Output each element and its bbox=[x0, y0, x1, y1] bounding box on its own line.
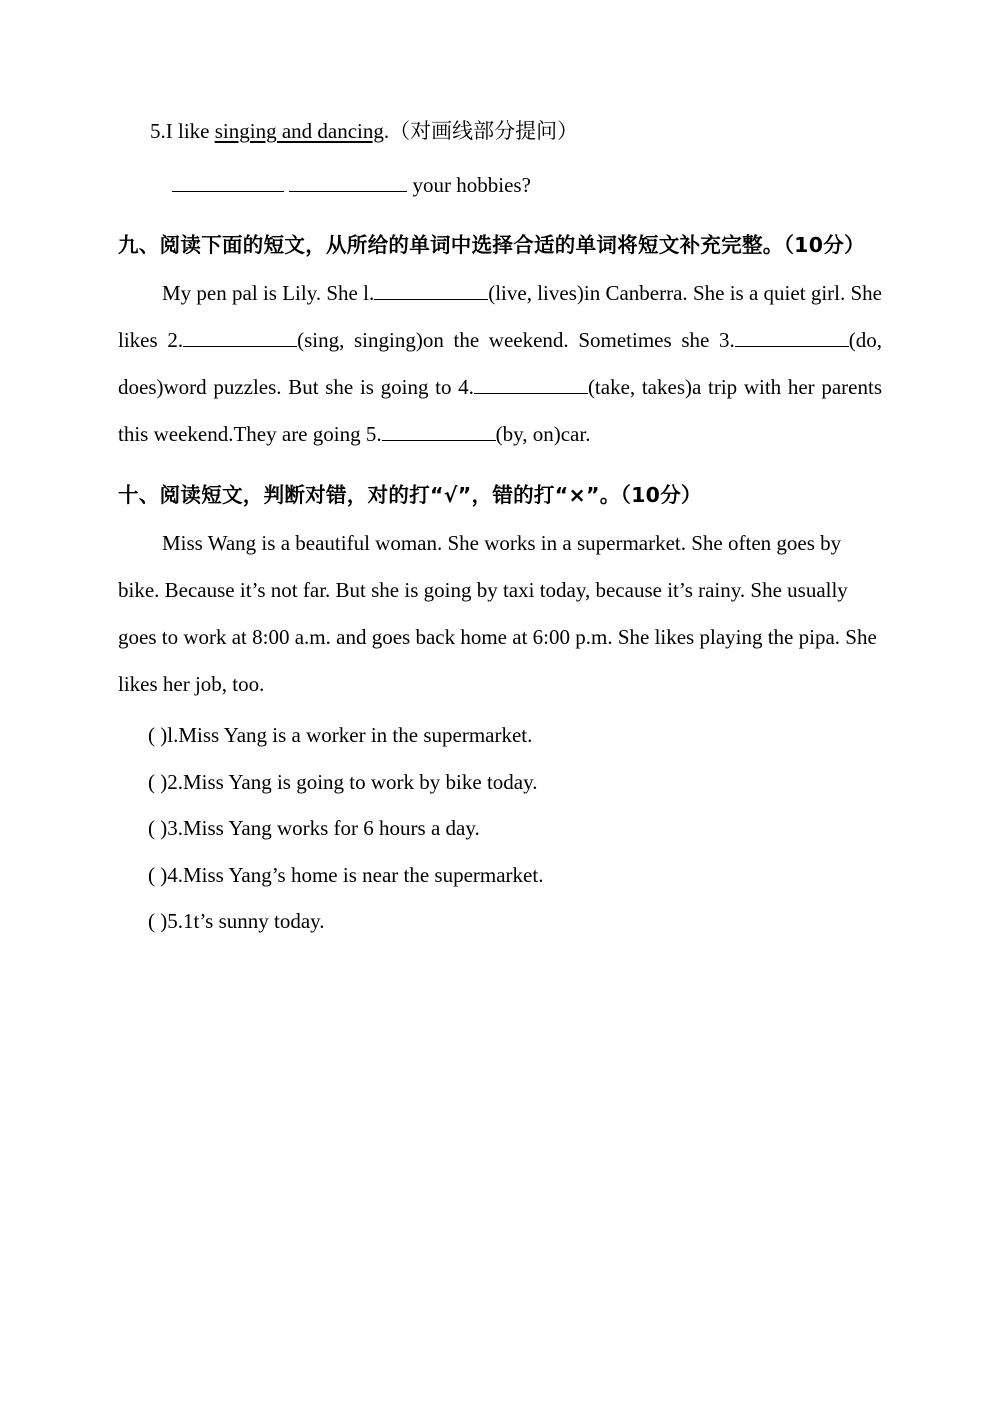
cloze-text-1: My pen pal is Lily. She l. bbox=[162, 281, 375, 305]
true-false-statement-list bbox=[118, 712, 882, 945]
list-item bbox=[118, 898, 882, 945]
list-item bbox=[118, 805, 882, 852]
question-5-answer-line bbox=[118, 162, 882, 208]
list-item bbox=[118, 759, 882, 806]
statement-text-1: l.Miss Yang is a worker in the supermarket. bbox=[167, 723, 533, 747]
answer-parenthesis-4[interactable]: ( ) bbox=[148, 862, 168, 887]
section-nine-heading: 九、阅读下面的短文，从所给的单词中选择合适的单词将短文补充完整。（10分） bbox=[118, 233, 865, 257]
section-ten-heading: 十、阅读短文，判断对错，对的打“√”，错的打“×”。（10分） bbox=[118, 483, 702, 507]
cloze-blank-3[interactable] bbox=[735, 332, 849, 347]
page-content bbox=[118, 108, 882, 945]
cloze-blank-1[interactable] bbox=[374, 285, 488, 300]
cloze-text-5: (take, takes)a trip with her parents this weekend.They are going 5. bbox=[118, 375, 883, 446]
question-5-answer-tail: your hobbies? bbox=[407, 173, 531, 197]
section-nine-cloze-passage bbox=[118, 270, 882, 458]
cloze-text-2: (live, lives)in Canberra. She is a quiet girl. She likes 2. bbox=[118, 281, 882, 352]
cloze-text-3: (sing, singing)on the weekend. Sometimes she 3. bbox=[297, 328, 735, 352]
section-ten-reading-passage: Miss Wang is a beautiful woman. She works in a supermarket. She often goes by bike. Because it’s not far. But she is going by taxi today, because it’s rainy. She usually goes to work at 8:00 a.m. and goes back home at 6:00 p.m. She likes playing the pipa. She likes her job, too. bbox=[118, 531, 877, 696]
cloze-text-6: (by, on)car. bbox=[495, 422, 591, 446]
answer-parenthesis-2[interactable]: ( ) bbox=[148, 769, 168, 794]
question-5-number: 5. bbox=[150, 119, 166, 143]
list-item bbox=[118, 712, 882, 759]
answer-parenthesis-3[interactable]: ( ) bbox=[148, 816, 168, 840]
statement-text-2: 2.Miss Yang is going to work by bike today. bbox=[167, 769, 538, 794]
answer-blank-1[interactable] bbox=[172, 176, 284, 192]
statement-text-4: 4.Miss Yang’s home is near the supermarket. bbox=[167, 862, 544, 887]
question-5-suffix: . bbox=[383, 119, 390, 143]
question-5-prefix: I like bbox=[165, 119, 215, 143]
question-5-underlined-phrase: singing and dancing bbox=[214, 119, 384, 143]
cloze-blank-2[interactable] bbox=[183, 332, 297, 347]
statement-text-3: 3.Miss Yang works for 6 hours a day. bbox=[167, 816, 480, 840]
list-item bbox=[118, 852, 882, 899]
question-5-line bbox=[118, 108, 882, 154]
cloze-blank-4[interactable] bbox=[474, 379, 588, 394]
cloze-text-4: (do, does)word puzzles. But she is going to 4. bbox=[118, 328, 882, 399]
answer-parenthesis-1[interactable]: ( ) bbox=[148, 723, 168, 747]
statement-text-5: 5.1t’s sunny today. bbox=[167, 909, 325, 933]
cloze-blank-5[interactable] bbox=[382, 426, 496, 441]
answer-parenthesis-5[interactable]: ( ) bbox=[148, 909, 168, 933]
question-5-instruction: （对画线部分提问） bbox=[389, 119, 579, 143]
answer-blank-2[interactable] bbox=[289, 176, 407, 192]
